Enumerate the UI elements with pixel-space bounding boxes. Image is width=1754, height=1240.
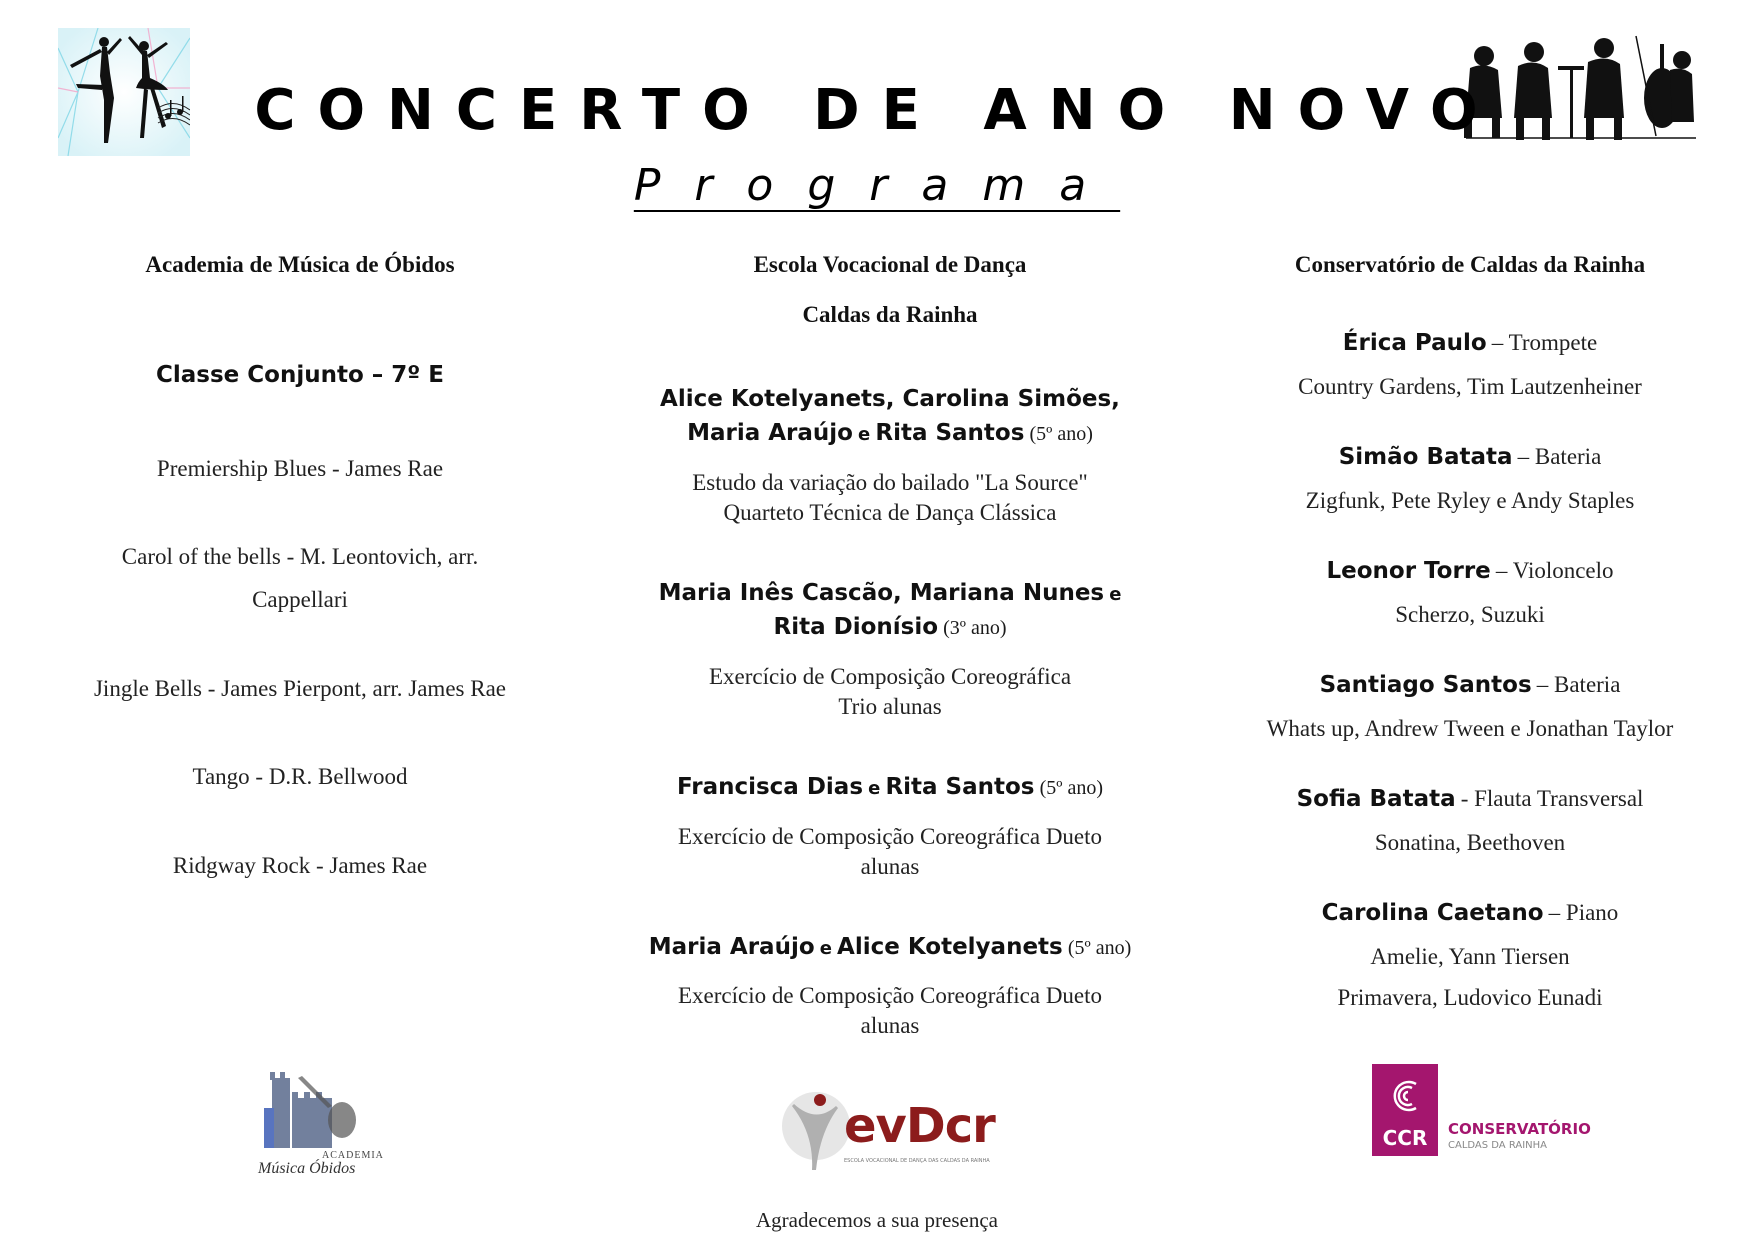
piece-2: Carol of the bells - M. Leontovich, arr.: [121, 544, 479, 569]
page-subtitle: Programa: [633, 160, 1121, 211]
escola-item-2-names: Maria Inês Cascão, Mariana Nunes e: [658, 580, 1122, 606]
evdcr-logo-tagline: ESCOLA VOCACIONAL DE DANÇA DAS CALDAS DA RAINHA: [844, 1158, 990, 1164]
academia-group: Classe Conjunto – 7º E: [156, 362, 444, 388]
evdcr-logo: [780, 1080, 1010, 1180]
performer-6: Carolina Caetano – Piano: [1321, 900, 1619, 926]
escola-item-3-desc-1: Exercício de Composição Coreográfica Dueto: [677, 824, 1103, 849]
piece-1: Premiership Blues - James Rae: [156, 456, 444, 481]
escola-item-4-desc-2: alunas: [860, 1013, 920, 1038]
performer-3-piece: Scherzo, Suzuki: [1395, 602, 1545, 627]
performer-2: Simão Batata – Bateria: [1338, 444, 1602, 470]
performer-3: Leonor Torre – Violoncelo: [1326, 558, 1614, 584]
performer-2-piece: Zigfunk, Pete Ryley e Andy Staples: [1305, 488, 1635, 513]
escola-item-1-desc-1: Estudo da variação do bailado "La Source": [692, 470, 1088, 495]
conservatorio-heading: Conservatório de Caldas da Rainha: [1294, 252, 1646, 277]
performer-4-piece: Whats up, Andrew Tween e Jonathan Taylor: [1266, 716, 1674, 741]
piece-5: Ridgway Rock - James Rae: [172, 853, 428, 878]
escola-item-1-desc-2: Quarteto Técnica de Dança Clássica: [723, 500, 1057, 525]
performer-6-piece-1: Amelie, Yann Tiersen: [1370, 944, 1570, 969]
performer-4: Santiago Santos – Bateria: [1319, 672, 1621, 698]
performer-1-piece: Country Gardens, Tim Lautzenheiner: [1298, 374, 1642, 399]
ccr-logo-line2: CALDAS DA RAINHA: [1448, 1140, 1548, 1151]
academia-heading: Academia de Música de Óbidos: [145, 252, 455, 277]
escola-item-1-names: Alice Kotelyanets, Carolina Simões,: [660, 386, 1120, 412]
ccr-badge: CCR: [1372, 1064, 1438, 1156]
escola-item-3-desc-2: alunas: [860, 854, 920, 879]
escola-heading-1: Escola Vocacional de Dança: [753, 252, 1027, 277]
performer-6-piece-2: Primavera, Ludovico Eunadi: [1337, 985, 1603, 1010]
ccr-logo-line1: CONSERVATÓRIO: [1448, 1120, 1591, 1138]
academia-logo: [258, 1068, 398, 1184]
ccr-logo: [1372, 1064, 1602, 1158]
footer-thanks: Agradecemos a sua presença: [756, 1208, 998, 1232]
page-title: CONCERTO DE ANO NOVO: [254, 78, 1500, 143]
academia-logo-line2: Música Óbidos: [258, 1160, 356, 1177]
escola-item-2-desc-2: Trio alunas: [838, 694, 942, 719]
performer-1: Érica Paulo – Trompete: [1342, 330, 1598, 356]
escola-item-2-desc-1: Exercício de Composição Coreográfica: [708, 664, 1072, 689]
evdcr-logo-text: evDcr: [844, 1098, 995, 1154]
escola-item-2-names-2: Rita Dionísio (3º ano): [773, 614, 1007, 640]
escola-item-4-desc-1: Exercício de Composição Coreográfica Dueto: [677, 983, 1103, 1008]
escola-item-3-names: Francisca Dias e Rita Santos (5º ano): [676, 774, 1103, 800]
performer-5-piece: Sonatina, Beethoven: [1374, 830, 1566, 855]
piece-4: Tango - D.R. Bellwood: [192, 764, 408, 789]
escola-heading-2: Caldas da Rainha: [802, 302, 978, 327]
academia-logo-line1: ACADEMIA: [322, 1150, 384, 1161]
piece-3: Jingle Bells - James Pierpont, arr. James Rae: [93, 676, 506, 701]
escola-item-1-names-2: Maria Araújo e Rita Santos (5º ano): [687, 420, 1093, 446]
escola-item-4-names: Maria Araújo e Alice Kotelyanets (5º ano): [648, 934, 1132, 960]
performer-5: Sofia Batata - Flauta Transversal: [1296, 786, 1644, 812]
piece-2-cont: Cappellari: [252, 587, 348, 612]
